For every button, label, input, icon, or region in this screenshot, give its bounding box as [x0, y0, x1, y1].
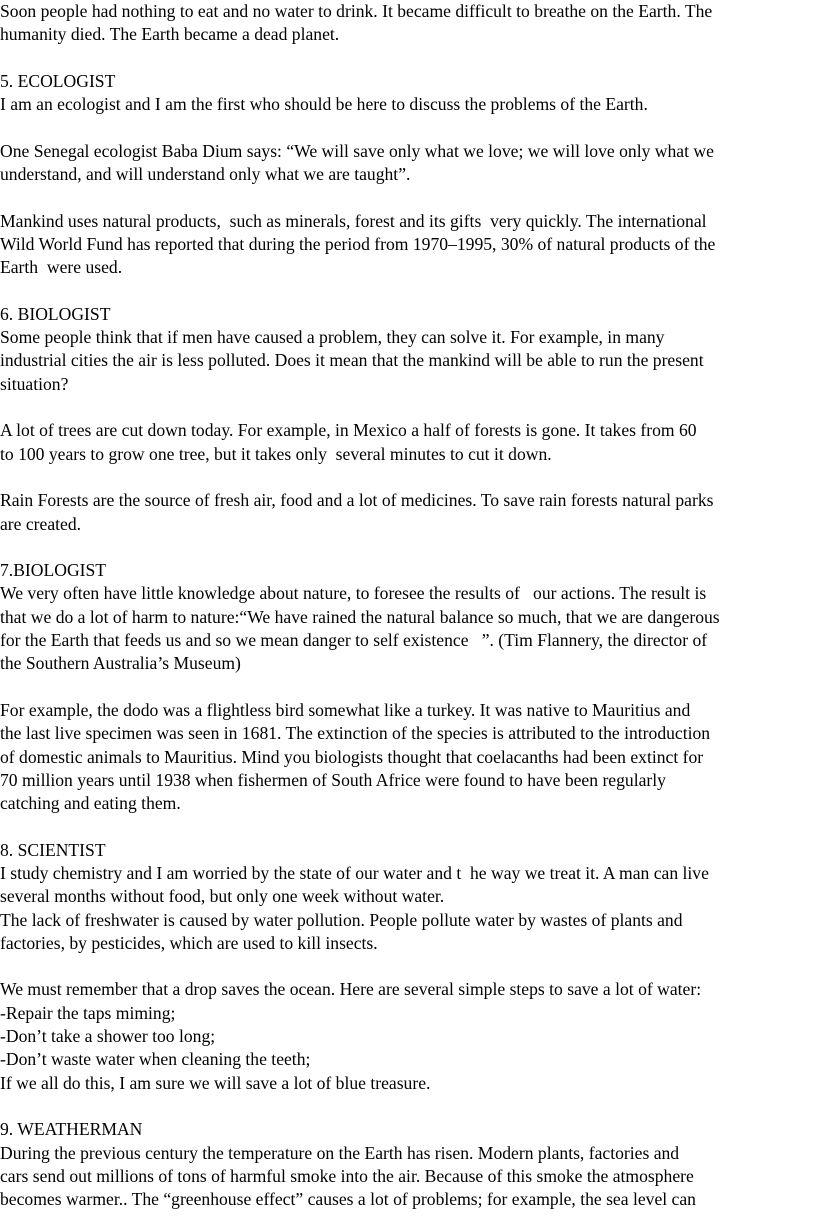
text-line: One Senegal ecologist Baba Dium says: “We will save only what we love; we will love only what we	[0, 140, 714, 161]
blank-line	[0, 955, 816, 978]
text-line: the Southern Australia’s Museum)	[0, 653, 241, 674]
blank-line	[0, 280, 816, 303]
text-line: industrial cities the air is less polluted. Does it mean that the mankind will be able to run the present	[0, 350, 704, 371]
text-line: that we do a lot of harm to nature:“We have rained the natural balance so much, that we are dangerous	[0, 606, 720, 627]
text-line: If we all do this, I am sure we will save a lot of blue treasure.	[0, 1072, 431, 1093]
text-line: humanity died. The Earth became a dead planet.	[0, 24, 340, 45]
text-line: I am an ecologist and I am the first who should be here to discuss the problems of the Earth.	[0, 94, 648, 115]
blank-line	[0, 676, 816, 699]
section-heading-ecologist: 5. ECOLOGIST	[0, 70, 116, 91]
text-line: Some people think that if men have caused a problem, they can solve it. For example, in many	[0, 327, 665, 348]
blank-line	[0, 47, 816, 70]
text-line: Mankind uses natural products, such as minerals, forest and its gifts very quickly. The international	[0, 210, 707, 231]
blank-line	[0, 1095, 816, 1118]
text-line: Earth were used.	[0, 257, 123, 278]
text-line: situation?	[0, 373, 69, 394]
section-heading-weatherman: 9. WEATHERMAN	[0, 1119, 143, 1140]
text-line: understand, and will understand only what we are taught”.	[0, 164, 411, 185]
text-line: Wild World Fund has reported that during the period from 1970–1995, 30% of natural products of the	[0, 233, 716, 254]
list-item: -Don’t take a shower too long;	[0, 1026, 216, 1047]
text-line: A lot of trees are cut down today. For example, in Mexico a half of forests is gone. It takes from 60	[0, 420, 697, 441]
text-line: We very often have little knowledge about nature, to foresee the results of our actions. The result is	[0, 583, 707, 604]
list-item: -Repair the taps miming;	[0, 1002, 176, 1023]
blank-line	[0, 116, 816, 139]
text-line: factories, by pesticides, which are used to kill insects.	[0, 932, 378, 953]
text-line: becomes warmer.. The “greenhouse effect” causes a lot of problems; for example, the sea level can	[0, 1189, 696, 1210]
text-line: I study chemistry and I am worried by the state of our water and t he way we treat it. A man can live	[0, 862, 709, 883]
section-heading-biologist: 6. BIOLOGIST	[0, 303, 111, 324]
text-line: for the Earth that feeds us and so we mean danger to self existence ”. (Tim Flannery, the director of	[0, 630, 708, 651]
text-line: the last live specimen was seen in 1681. The extinction of the species is attributed to the introduction	[0, 723, 711, 744]
text-line: catching and eating them.	[0, 793, 181, 814]
text-line: For example, the dodo was a flightless bird somewhat like a turkey. It was native to Mauritius and	[0, 699, 691, 720]
text-line: During the previous century the temperature on the Earth has risen. Modern plants, factories and	[0, 1142, 680, 1163]
section-heading-biologist-2: 7.BIOLOGIST	[0, 560, 107, 581]
blank-line	[0, 466, 816, 489]
blank-line	[0, 536, 816, 559]
text-line: 70 million years until 1938 when fishermen of South Africe were found to have been regularly	[0, 769, 666, 790]
section-heading-scientist: 8. SCIENTIST	[0, 839, 106, 860]
blank-line	[0, 815, 816, 838]
text-line: The lack of freshwater is caused by water pollution. People pollute water by wastes of plants and	[0, 909, 683, 930]
text-line: Rain Forests are the source of fresh air, food and a lot of medicines. To save rain forests natural parks	[0, 490, 714, 511]
list-item: -Don’t waste water when cleaning the teeth;	[0, 1049, 311, 1070]
blank-line	[0, 186, 816, 209]
text-line: We must remember that a drop saves the ocean. Here are several simple steps to save a lot of water:	[0, 979, 702, 1000]
text-line: several months without food, but only one week without water.	[0, 886, 445, 907]
text-line: of domestic animals to Mauritius. Mind you biologists thought that coelacanths had been extinct for	[0, 746, 704, 767]
text-line: Soon people had nothing to eat and no water to drink. It became difficult to breathe on the Earth. The	[0, 1, 713, 21]
text-line: are created.	[0, 513, 82, 534]
blank-line	[0, 396, 816, 419]
text-line: to 100 years to grow one tree, but it takes only several minutes to cut it down.	[0, 443, 552, 464]
text-line: cars send out millions of tons of harmful smoke into the air. Because of this smoke the atmosphere	[0, 1165, 694, 1186]
